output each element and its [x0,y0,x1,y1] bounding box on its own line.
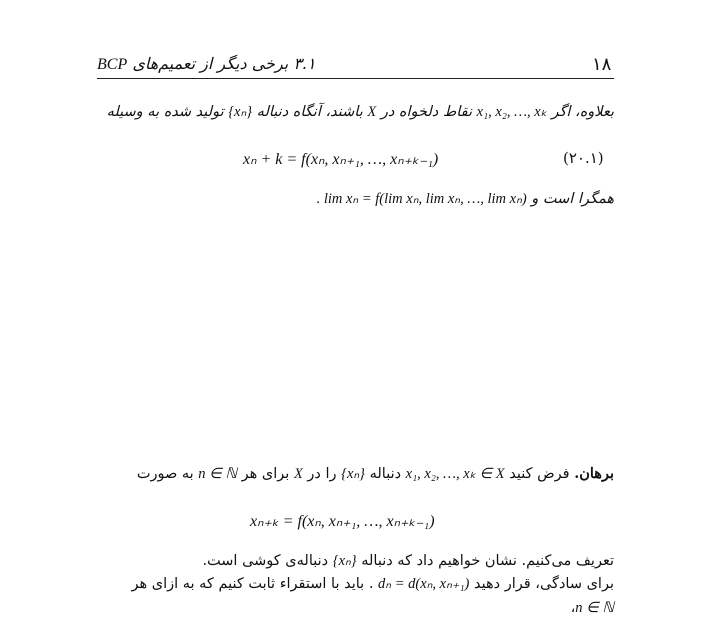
math-inline: x₁, x₂, …, xₖ [476,104,547,120]
proof-line-2 [202,553,614,570]
math-inline: {xₙ} [228,104,253,120]
theorem-line-1 [107,104,614,121]
running-header [97,54,316,74]
proof-text: به صورت [136,466,194,482]
math-inline: n ∈ ℕ [198,466,238,482]
theorem-equation: xₙ + k = f(xₙ, xₙ₊₁, …, xₙ₊ₖ₋₁) [243,151,439,168]
theorem-text: همگرا است و [531,191,614,207]
theorem-text: باشند، آنگاه دنباله [256,104,363,120]
math-inline: {xₙ} [332,553,357,569]
math-inline: dₙ = d(xₙ, xₙ₊₁) [378,576,470,592]
proof-text: تعریف می‌کنیم. نشان خواهیم داد که دنباله [361,553,614,569]
theorem-text: نقاط دلخواه در [380,104,473,120]
proof-line-4 [571,600,614,617]
proof-text: فرض کنید [509,466,570,482]
proof-equation: xₙ₊ₖ = f(xₙ, xₙ₊₁, …, xₙ₊ₖ₋₁) [250,513,435,530]
theorem-text: بعلاوه، اگر [551,104,614,120]
proof-text: ، [570,600,576,616]
proof-line-1 [137,465,614,483]
theorem-text: تولید شده به وسیله [106,104,224,120]
equation-number: (۲۰.۱) [563,149,604,167]
section-acronym: BCP [97,56,128,73]
proof-text: دنباله [369,466,402,482]
proof-text: . باید با استقراء ثابت کنیم که به ازای هر [131,576,374,592]
math-inline: X [293,466,303,482]
math-inline: X [367,104,377,120]
section-title: ۳.۱ برخی دیگر از تعمیم‌های [132,54,316,73]
proof-text: برای هر [241,466,290,482]
header-rule [97,78,614,79]
proof-text: را در [307,466,337,482]
page-number: ۱۸ [592,54,612,75]
math-inline: n ∈ ℕ [575,600,614,616]
proof-text: برای سادگی، قرار دهید [474,576,614,592]
proof-label: برهان. [574,465,614,482]
theorem-line-3 [317,191,614,208]
math-inline: {xₙ} [341,466,365,482]
proof-line-3 [131,576,614,593]
math-inline: lim xₙ = f(lim xₙ, lim xₙ, …, lim xₙ) . [316,191,527,207]
math-inline: x₁, x₂, …, xₖ ∈ X [405,466,505,482]
proof-text: دنباله‌ی کوشی است. [202,553,329,569]
